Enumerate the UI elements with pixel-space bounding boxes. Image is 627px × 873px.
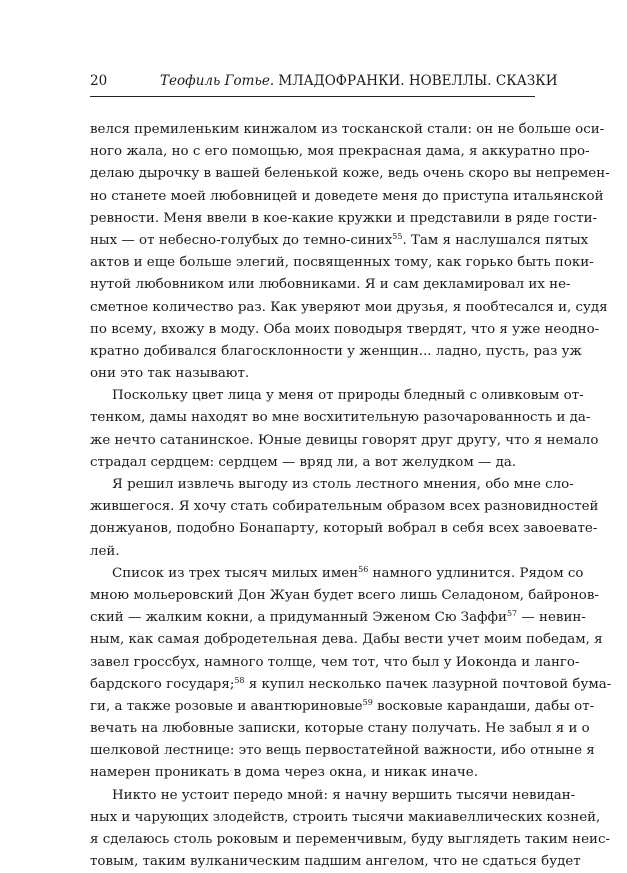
text-line xyxy=(90,186,604,208)
text-line-content xyxy=(90,696,595,718)
text-line-content xyxy=(90,629,603,651)
text-line-content xyxy=(90,208,598,230)
text-run: ным, как самая добродетельная дева. Дабы вести учет моим победам, я xyxy=(90,632,603,648)
text-run: по всему, вхожу в моду. Оба моих поводыря твердят, что я уже неодно- xyxy=(90,321,600,337)
text-line xyxy=(90,518,598,540)
text-run: лей. xyxy=(90,543,120,559)
text-line xyxy=(90,829,610,851)
text-run: ревности. Меня ввели в кое-какие кружки и представили в ряде гости- xyxy=(90,210,598,226)
text-run: вечать на любовные записки, которые стану получать. Не забыл я и о xyxy=(90,721,590,737)
text-run: завел гроссбух, намного толще, чем тот, что был у Иоконда и ланго- xyxy=(90,654,580,670)
text-run: ного жала, но с его помощью, моя прекрасная дама, я аккуратно про- xyxy=(90,144,590,160)
text-line xyxy=(90,119,605,141)
text-run: ский — жалким кокни, а придуманный Эженом Сю Заффи xyxy=(90,610,507,626)
text-line-content xyxy=(90,407,591,429)
text-run: . Там я наслушался пятых xyxy=(402,232,589,248)
text-run: Я решил извлечь выгоду из столь лестного мнения, обо мне сло- xyxy=(112,477,574,492)
text-run: Список из трех тысяч милых имен xyxy=(112,565,359,581)
text-line-content xyxy=(90,518,598,540)
text-run: ных и чарующих злодейств, строить тысячи макиавеллических козней, xyxy=(90,809,601,825)
text-line-content xyxy=(90,186,604,208)
text-run: шелковой лестнице: это вещь первостатейной важности, ибо отныне я xyxy=(90,743,595,759)
text-line-content xyxy=(90,718,590,740)
text-run: нутой любовником или любовниками. Я и сам декламировал их не- xyxy=(90,277,571,293)
text-line-content xyxy=(90,297,608,319)
text-line-content xyxy=(90,141,590,163)
text-line-content xyxy=(90,163,610,185)
text-line-content xyxy=(90,851,581,873)
text-line xyxy=(90,762,535,784)
text-line-content xyxy=(90,452,535,474)
text-run: же нечто сатанинское. Юные девицы говорят друг другу, что я немало xyxy=(90,432,599,448)
text-line xyxy=(90,274,571,296)
footnote-marker[interactable]: 56 xyxy=(358,564,369,574)
text-line-content xyxy=(90,319,600,341)
text-line xyxy=(90,163,610,185)
text-line-content xyxy=(90,363,535,385)
footnote-marker[interactable]: 59 xyxy=(362,697,373,707)
footnote-marker[interactable]: 58 xyxy=(234,675,245,685)
text-run: ги, а также розовые и авантюриновые xyxy=(90,698,363,714)
text-run: велся премиленьким кинжалом из тосканской стали: он не больше оси- xyxy=(90,122,605,137)
text-run: актов и еще больше элегий, посвященных тому, как горько быть поки- xyxy=(90,255,594,271)
text-line-content xyxy=(112,563,584,585)
text-run: жившегося. Я хочу стать собирательным образом всех разновидностей xyxy=(90,499,599,515)
text-line xyxy=(90,407,591,429)
text-run: Поскольку цвет лица у меня от природы бледный с оливковым от- xyxy=(112,388,584,404)
text-line-content xyxy=(90,430,599,452)
text-line-content xyxy=(90,252,594,274)
text-line-content xyxy=(90,274,571,296)
text-line-content xyxy=(90,585,599,607)
text-line xyxy=(90,363,535,385)
text-line xyxy=(90,674,612,696)
text-run: я купил несколько пачек лазурной почтовой бума- xyxy=(244,676,612,692)
header-rule xyxy=(90,96,535,97)
text-line xyxy=(90,474,574,496)
text-line xyxy=(90,851,581,873)
text-line-content xyxy=(90,762,535,784)
text-line-content xyxy=(90,829,610,851)
text-line xyxy=(90,452,535,474)
page-number: 20 xyxy=(90,73,108,89)
text-line-content xyxy=(90,652,580,674)
text-run: намерен проникать в дома через окна, и никак иначе. xyxy=(90,765,478,781)
text-run: товым, таким вулканическим падшим ангелом, что не сдаться будет xyxy=(90,854,581,870)
text-line-content xyxy=(90,230,589,252)
text-run: делаю дырочку в вашей беленькой коже, ведь очень скоро вы непремен- xyxy=(90,166,610,182)
text-line-content xyxy=(112,474,574,496)
text-line xyxy=(90,629,603,651)
text-line xyxy=(90,319,600,341)
text-run: я сделаюсь столь роковым и переменчивым, буду выглядеть таким неис- xyxy=(90,832,610,847)
text-line xyxy=(90,297,608,319)
text-run: но станете моей любовницей и доведете меня до приступа итальянской xyxy=(90,188,604,204)
text-run: восковые карандаши, дабы от- xyxy=(372,698,595,714)
text-line-content xyxy=(90,119,605,141)
text-line xyxy=(90,430,599,452)
text-line xyxy=(90,718,590,740)
text-run: мною мольеровский Дон Жуан будет всего лишь Селадоном, байронов- xyxy=(90,587,599,603)
footnote-marker[interactable]: 57 xyxy=(506,609,518,619)
text-line-content xyxy=(112,785,576,807)
text-line xyxy=(90,385,584,407)
text-line xyxy=(90,807,601,829)
text-line xyxy=(90,541,535,563)
text-line-content xyxy=(90,341,582,363)
text-run: они это так называют. xyxy=(90,366,250,382)
running-head-title: МЛАДОФРАНКИ. НОВЕЛЛЫ. СКАЗКИ xyxy=(278,73,558,89)
text-run: намного удлинится. Рядом со xyxy=(368,565,584,581)
text-line xyxy=(90,141,590,163)
running-head-author: Теофиль Готье. xyxy=(160,73,275,89)
text-run: тенком, дамы находят во мне восхитительную разочарованность и да- xyxy=(90,410,591,426)
text-line xyxy=(90,230,589,252)
text-run: донжуанов, подобно Бонапарту, который вобрал в себя всех завоевате- xyxy=(90,521,598,537)
text-line-content xyxy=(90,807,601,829)
text-line-content xyxy=(90,541,535,563)
text-line-content xyxy=(90,607,586,629)
text-line-content xyxy=(90,674,612,696)
page-header xyxy=(90,73,558,91)
text-line xyxy=(90,496,599,518)
text-line xyxy=(90,252,594,274)
text-run: страдал сердцем: сердцем — вряд ли, а вот желудком — да. xyxy=(90,454,517,470)
text-line xyxy=(90,785,576,807)
text-line xyxy=(90,740,595,762)
text-line xyxy=(90,607,586,629)
text-run: Никто не устоит передо мной: я начну вершить тысячи невидан- xyxy=(112,787,576,803)
text-run: бардского государя; xyxy=(90,676,235,692)
footnote-marker[interactable]: 55 xyxy=(392,231,403,241)
text-line-content xyxy=(90,496,599,518)
text-line-content xyxy=(112,385,584,407)
text-run: — невин- xyxy=(517,610,586,626)
text-run: сметное количество раз. Как уверяют мои друзья, я пообтесался и, судя xyxy=(90,299,608,315)
text-line xyxy=(90,563,584,585)
text-line xyxy=(90,652,580,674)
text-run: кратно добивался благосклонности у женщин... ладно, пусть, раз уж xyxy=(90,343,582,359)
running-head xyxy=(160,73,558,89)
text-line-content xyxy=(90,740,595,762)
text-line xyxy=(90,208,598,230)
text-line xyxy=(90,585,599,607)
body-text xyxy=(90,119,612,873)
text-line xyxy=(90,341,582,363)
text-line xyxy=(90,696,595,718)
text-run: ных — от небесно-голубых до темно-синих xyxy=(90,232,393,248)
